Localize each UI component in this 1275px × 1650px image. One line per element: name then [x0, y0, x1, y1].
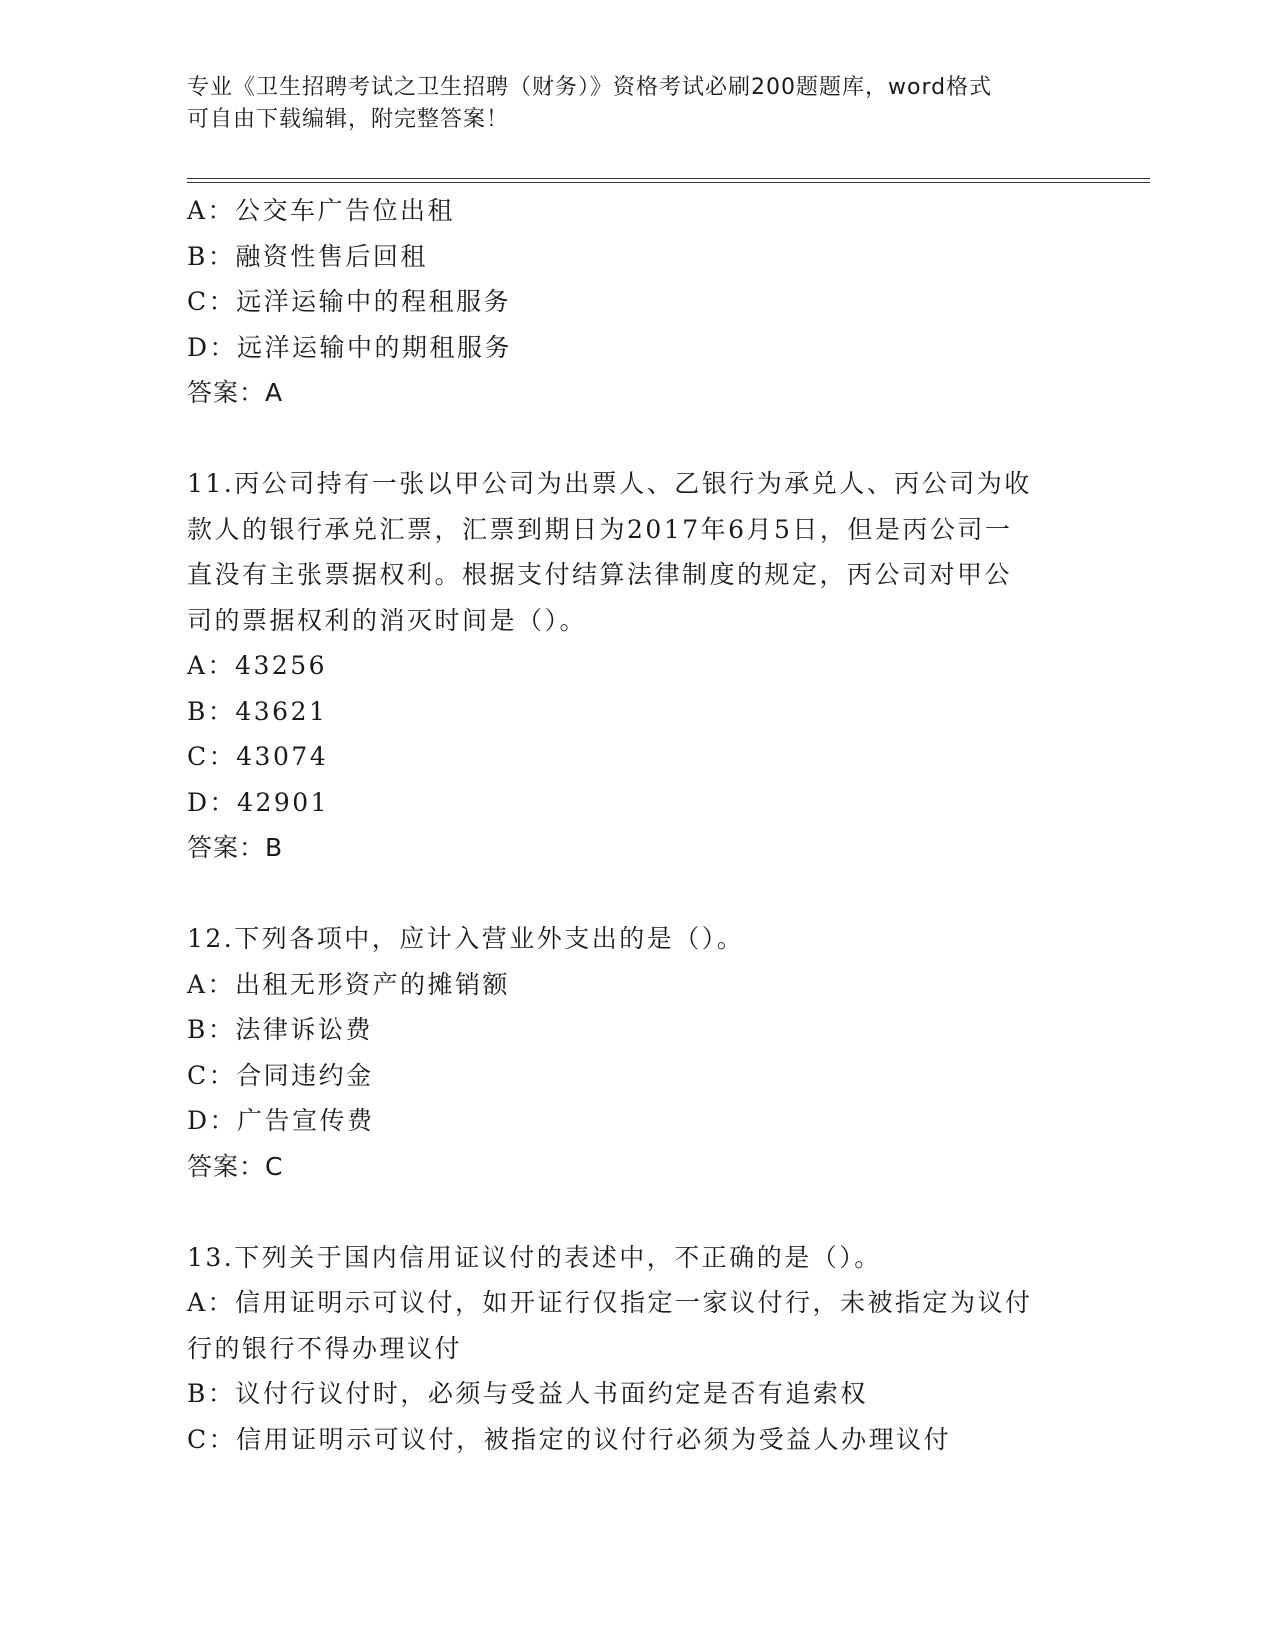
option-b: B：议付行议付时，必须与受益人书面约定是否有追索权	[187, 1379, 868, 1408]
option-a-continuation: 行的银行不得办理议付	[187, 1333, 463, 1363]
question-stem-line: 12.下列各项中，应计入营业外支出的是（）。	[187, 924, 745, 953]
option-a-line: A：信用证明示可议付，如开证行仅指定一家议付行，未被指定为议付	[187, 1288, 1033, 1317]
question-stem-line: 款人的银行承兑汇票，汇票到期日为2017年6月5日，但是丙公司一	[187, 514, 1013, 544]
question-13	[187, 1235, 1087, 1463]
question-stem-line: 直没有主张票据权利。根据支付结算法律制度的规定，丙公司对甲公	[187, 560, 1013, 589]
answer: 答案：A	[187, 378, 284, 407]
document-header	[187, 72, 1067, 136]
header-title-line-2: 可自由下载编辑，附完整答案！	[187, 107, 510, 132]
answer: 答案：B	[187, 833, 284, 862]
spacer	[187, 416, 1087, 462]
option-c: C：远洋运输中的程租服务	[187, 287, 512, 316]
option-a: A：43256	[187, 651, 328, 680]
option-a: A：公交车广告位出租	[187, 196, 456, 225]
header-divider-top	[187, 178, 1150, 179]
header-divider-bottom	[187, 182, 1150, 183]
spacer	[187, 1189, 1087, 1235]
option-c: C：信用证明示可议付，被指定的议付行必须为受益人办理议付	[187, 1424, 952, 1454]
option-d: D：广告宣传费	[187, 1106, 375, 1135]
option-b: B：融资性售后回租	[187, 241, 428, 271]
option-b: B：法律诉讼费	[187, 1015, 373, 1044]
option-d: D：42901	[187, 787, 330, 817]
spacer	[187, 871, 1087, 917]
option-c: C：合同违约金	[187, 1060, 374, 1090]
option-a: A：出租无形资产的摊销额	[187, 969, 511, 999]
question-list	[187, 188, 1087, 1462]
option-c: C：43074	[187, 742, 329, 771]
answer: 答案：C	[187, 1151, 284, 1181]
question-12	[187, 916, 1087, 1189]
option-b: B：43621	[187, 696, 328, 726]
question-11	[187, 461, 1087, 871]
option-d: D：远洋运输中的期租服务	[187, 332, 513, 362]
question-stem-line: 13.下列关于国内信用证议付的表述中，不正确的是（）。	[187, 1242, 882, 1272]
question-10	[187, 188, 1087, 416]
question-stem-line: 11.丙公司持有一张以甲公司为出票人、乙银行为承兑人、丙公司为收	[187, 469, 1032, 498]
header-title-line-1: 专业《卫生招聘考试之卫生招聘（财务）》资格考试必刷200题题库，word格式	[187, 75, 993, 100]
question-stem-line: 司的票据权利的消灭时间是（）。	[187, 605, 588, 635]
